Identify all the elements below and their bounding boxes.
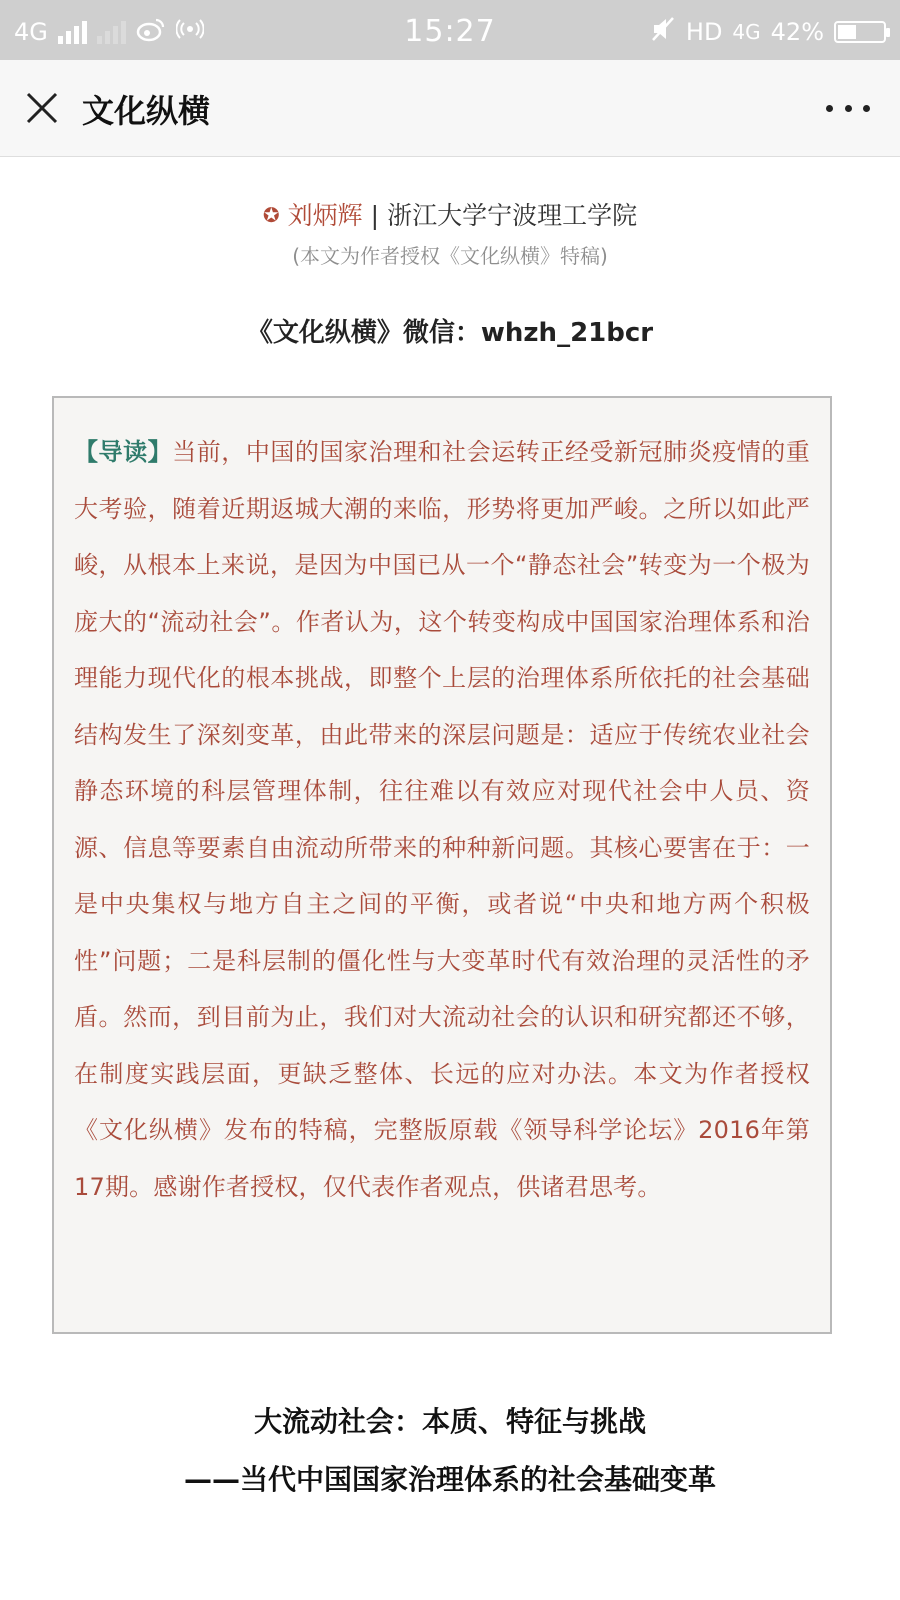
more-icon bbox=[826, 105, 833, 112]
close-icon bbox=[22, 88, 62, 128]
page-title: 文化纵横 bbox=[82, 92, 211, 130]
wechat-id-line: 《文化纵横》微信：whzh_21bcr bbox=[246, 318, 654, 348]
hd-label: HD bbox=[685, 18, 723, 46]
author-institution: 浙江大学宁波理工学院 bbox=[387, 201, 638, 230]
separator: | bbox=[370, 201, 380, 230]
intro-body: 当前，中国的国家治理和社会运转正经受新冠肺炎疫情的重大考验，随着近期返城大潮的来临，形势将更加严峻。之所以如此严峻，从根本上来说，是因为中国已从一个“静态社会”转变为一个极为庞大的“流动社会”。作者认为，这个转变构成中国国家治理体系和治理能力现代化的根本挑战，即整个上层的治理体系所依托的社会基础结构发生了深刻变革，由此带来的深层问题是：适应于传统农业社会静态环境的科层管理体制，往往难以有效应对现代社会中人员、资源、信息等要素自由流动所带来的种种新问题。其核心要害在于：一是中央集权与地方自主之间的平衡，或者说“中央和地方两个积极性”问题；二是科层制的僵化性与大变革时代有效治理的灵活性的矛盾。然而，到目前为止，我们对大流动社会的认识和研究都还不够，在制度实践层面，更缺乏整体、长远的应对办法。本文为作者授权《文化纵横》发布的特稿，完整版原载《领导科学论坛》2016年第17期。感谢作者授权，仅代表作者观点，供诸君思考。 bbox=[74, 438, 810, 1201]
intro-box bbox=[52, 396, 832, 1334]
close-button[interactable] bbox=[22, 88, 62, 128]
status-right bbox=[650, 16, 886, 48]
intro-label: 【导读】 bbox=[74, 438, 173, 466]
status-bar bbox=[0, 0, 900, 60]
battery-icon bbox=[834, 21, 886, 43]
intro-paragraph bbox=[74, 424, 810, 1215]
star-icon: ✪ bbox=[262, 203, 280, 227]
article-subtitle: ——当代中国国家治理体系的社会基础变革 bbox=[183, 1463, 716, 1496]
authorization-note: (本文为作者授权《文化纵横》特稿) bbox=[292, 244, 608, 268]
battery-percent: 42% bbox=[770, 18, 824, 46]
network-type-right: 4G bbox=[732, 20, 761, 44]
article-title: 大流动社会：本质、特征与挑战 bbox=[253, 1405, 646, 1438]
author-name[interactable]: 刘炳辉 bbox=[287, 201, 363, 230]
nav-bar bbox=[0, 60, 900, 157]
author-line bbox=[0, 196, 900, 232]
network-type: 4G bbox=[14, 18, 48, 46]
more-button[interactable] bbox=[826, 90, 870, 126]
clock: 15:27 bbox=[404, 14, 496, 49]
mute-icon bbox=[650, 16, 676, 48]
